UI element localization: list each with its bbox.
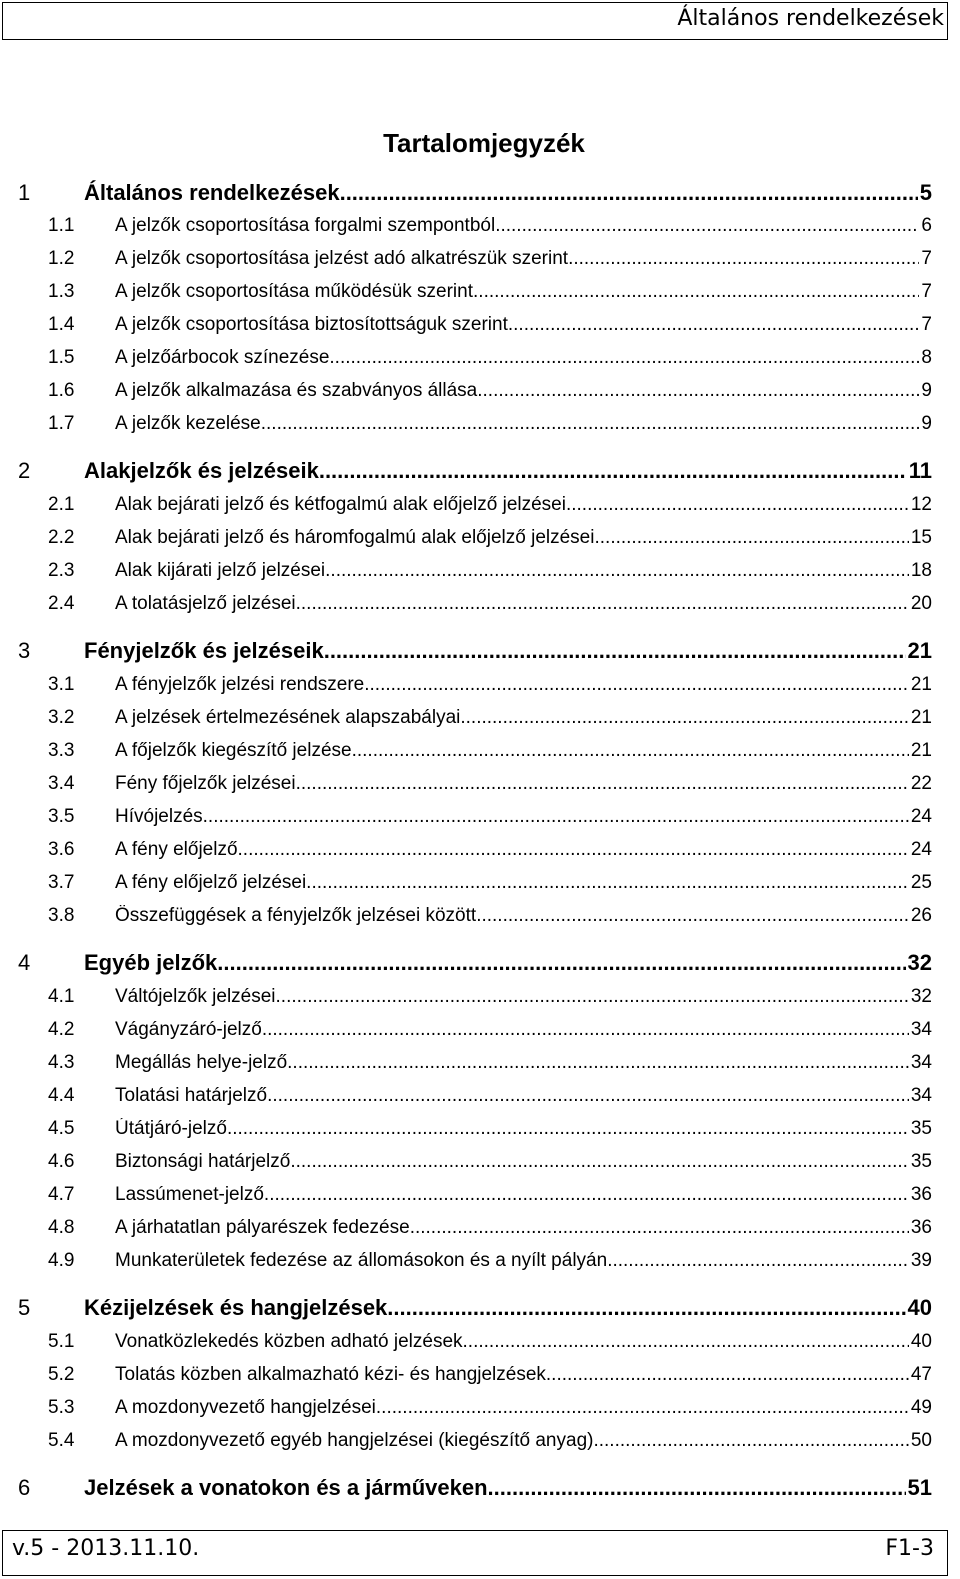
toc-entry-title: Váltójelzők jelzései	[115, 986, 276, 1007]
toc-entry-title: A mozdonyvezető hangjelzései	[115, 1397, 376, 1418]
toc-entry-page: 36	[910, 1217, 932, 1238]
toc-entry-title: Alak bejárati jelző és kétfogalmú alak előjelző jelzései	[115, 494, 566, 515]
toc-dot-leader	[262, 1019, 909, 1041]
toc-entry-number: 2.2	[48, 527, 75, 548]
toc-entry-number: 1.4	[48, 314, 75, 335]
toc-dot-leader	[264, 1184, 909, 1206]
toc-chapter-entry[interactable]	[0, 950, 960, 980]
toc-entry-title: Alak kijárati jelző jelzései	[115, 560, 326, 581]
toc-section-entry[interactable]	[0, 494, 960, 524]
toc-entry-line	[84, 1475, 932, 1501]
toc-dot-leader	[410, 1217, 909, 1239]
toc-entry-line	[115, 347, 932, 369]
toc-entry-title: A tolatásjelző jelzései	[115, 593, 296, 614]
toc-entry-title: Tolatás közben alkalmazható kézi- és hangjelzések	[115, 1364, 546, 1385]
toc-entry-page: 25	[910, 872, 932, 893]
toc-dot-leader	[607, 1250, 909, 1272]
toc-entry-line	[115, 674, 932, 696]
toc-entry-number: 4.4	[48, 1085, 75, 1106]
toc-dot-leader	[203, 806, 909, 828]
toc-entry-number: 4.9	[48, 1250, 75, 1271]
toc-entry-line	[115, 1052, 932, 1074]
toc-section-entry[interactable]	[0, 1118, 960, 1148]
toc-section-entry[interactable]	[0, 674, 960, 704]
toc-entry-line	[115, 1151, 932, 1173]
toc-dot-leader	[287, 1052, 909, 1074]
toc-entry-line	[115, 707, 932, 729]
toc-entry-number: 5.1	[48, 1331, 75, 1352]
toc-dot-leader	[463, 1331, 909, 1353]
toc-entry-page: 21	[910, 674, 932, 695]
toc-section-entry[interactable]	[0, 527, 960, 557]
toc-entry-title: Összefüggések a fényjelzők jelzései között	[115, 905, 477, 926]
toc-section-entry[interactable]	[0, 560, 960, 590]
toc-entry-line	[115, 413, 932, 435]
toc-entry-page: 40	[910, 1331, 932, 1352]
toc-dot-leader	[476, 905, 909, 927]
toc-entry-line	[115, 314, 932, 336]
toc-dot-leader	[340, 180, 918, 206]
toc-dot-leader	[568, 248, 919, 270]
toc-title: Tartalomjegyzék	[383, 128, 585, 158]
toc-entry-title: Biztonsági határjelző	[115, 1151, 291, 1172]
toc-entry-page: 15	[910, 527, 932, 548]
toc-entry-title: A járhatatlan pályarészek fedezése	[115, 1217, 410, 1238]
toc-entry-page: 35	[910, 1151, 932, 1172]
toc-entry-number: 2.1	[48, 494, 75, 515]
toc-entry-page: 34	[910, 1019, 932, 1040]
toc-entry-number: 4.5	[48, 1118, 75, 1139]
toc-entry-number: 3.7	[48, 872, 75, 893]
toc-entry-title: A jelzések értelmezésének alapszabályai	[115, 707, 461, 728]
toc-entry-number: 5.3	[48, 1397, 75, 1418]
toc-section-entry[interactable]	[0, 215, 960, 245]
toc-entry-page: 32	[910, 986, 932, 1007]
toc-section-entry[interactable]	[0, 806, 960, 836]
toc-entry-page: 20	[910, 593, 932, 614]
toc-section-entry[interactable]	[0, 1184, 960, 1214]
toc-entry-line	[115, 1331, 932, 1353]
toc-dot-leader	[376, 1397, 909, 1419]
toc-dot-leader	[329, 347, 919, 369]
toc-entry-number: 3	[18, 638, 31, 663]
toc-entry-line	[115, 1397, 932, 1419]
toc-chapter-entry[interactable]	[0, 1295, 960, 1325]
toc-entry-page: 24	[910, 839, 932, 860]
toc-entry-title: Vonatközlekedés közben adható jelzések	[115, 1331, 463, 1352]
toc-entry-line	[84, 180, 932, 206]
toc-chapter-entry[interactable]	[0, 180, 960, 210]
toc-entry-page: 32	[907, 950, 932, 975]
header-title: Általános rendelkezések	[677, 6, 944, 31]
toc-entry-number: 3.3	[48, 740, 75, 761]
toc-entry-number: 1.1	[48, 215, 75, 236]
toc-entry-page: 5	[919, 180, 932, 205]
toc-section-entry[interactable]	[0, 314, 960, 344]
toc-entry-title: A fényjelzők jelzési rendszere	[115, 674, 365, 695]
toc-entry-line	[115, 1118, 932, 1140]
toc-entry-page: 18	[910, 560, 932, 581]
toc-dot-leader	[508, 314, 920, 336]
toc-section-entry[interactable]	[0, 872, 960, 902]
toc-section-entry[interactable]	[0, 1217, 960, 1247]
toc-dot-leader	[238, 839, 909, 861]
toc-entry-line	[115, 1019, 932, 1041]
toc-section-entry[interactable]	[0, 1397, 960, 1427]
toc-entry-title: A jelzők alkalmazása és szabványos állása	[115, 380, 478, 401]
toc-entry-number: 1.3	[48, 281, 75, 302]
toc-entry-page: 40	[907, 1295, 932, 1320]
toc-entry-line	[84, 638, 932, 664]
toc-entry-number: 1	[18, 180, 31, 205]
toc-entry-number: 6	[18, 1475, 31, 1500]
toc-dot-leader	[319, 458, 907, 484]
toc-entry-title: Megállás helye-jelző	[115, 1052, 288, 1073]
toc-entry-title: Egyéb jelzők	[84, 950, 218, 975]
toc-entry-line	[115, 1430, 932, 1452]
toc-entry-title: A jelzőárbocok színezése	[115, 347, 330, 368]
footer-page-id: F1-3	[885, 1536, 934, 1561]
toc-dot-leader	[267, 1085, 909, 1107]
toc-entry-title: Lassúmenet-jelző	[115, 1184, 264, 1205]
toc-entry-line	[84, 950, 932, 976]
toc-entry-page: 34	[910, 1052, 932, 1073]
toc-dot-leader	[306, 872, 909, 894]
toc-entry-number: 3.5	[48, 806, 75, 827]
toc-dot-leader	[227, 1118, 909, 1140]
toc-section-entry[interactable]	[0, 1085, 960, 1115]
toc-dot-leader	[276, 986, 909, 1008]
toc-entry-page: 6	[921, 215, 932, 236]
toc-entry-line	[84, 1295, 932, 1321]
toc-entry-number: 2.3	[48, 560, 75, 581]
toc-entry-line	[115, 215, 932, 237]
toc-entry-page: 51	[907, 1475, 932, 1500]
toc-chapter-entry[interactable]	[0, 1475, 960, 1505]
toc-entry-title: Fényjelzők és jelzéseik	[84, 638, 324, 663]
toc-entry-page: 49	[910, 1397, 932, 1418]
toc-section-entry[interactable]	[0, 1052, 960, 1082]
toc-dot-leader	[387, 1295, 905, 1321]
toc-entry-title: Fény főjelzők jelzései	[115, 773, 296, 794]
toc-entry-page: 7	[921, 248, 932, 269]
toc-entry-title: A jelzők csoportosítása jelzést adó alkatrészük szerint	[115, 248, 569, 269]
toc-entry-page: 12	[910, 494, 932, 515]
toc-entry-line	[115, 1217, 932, 1239]
toc-entry-title: Jelzések a vonatokon és a járműveken	[84, 1475, 488, 1500]
toc-entry-title: A jelzők csoportosítása működésük szerint	[115, 281, 474, 302]
footer-version: v.5 - 2013.11.10.	[12, 1536, 200, 1561]
toc-entry-page: 11	[908, 458, 932, 483]
toc-entry-title: A fény előjelző jelzései	[115, 872, 307, 893]
toc-entry-title: A jelzők csoportosítása forgalmi szempontból	[115, 215, 496, 236]
toc-section-entry[interactable]	[0, 1364, 960, 1394]
toc-entry-page: 24	[910, 806, 932, 827]
toc-entry-line	[115, 494, 932, 516]
toc-entry-title: Alak bejárati jelző és háromfogalmú alak előjelző jelzései	[115, 527, 595, 548]
toc-entry-number: 3.8	[48, 905, 75, 926]
toc-entry-number: 4.3	[48, 1052, 75, 1073]
toc-entry-title: Tolatási határjelző	[115, 1085, 268, 1106]
toc-dot-leader	[488, 1475, 906, 1501]
toc-entry-title: Hívójelzés	[115, 806, 203, 827]
toc-entry-page: 21	[910, 707, 932, 728]
toc-dot-leader	[325, 560, 909, 582]
toc-entry-line	[115, 986, 932, 1008]
toc-section-entry[interactable]	[0, 740, 960, 770]
toc-dot-leader	[473, 281, 919, 303]
toc-entry-page: 9	[921, 413, 932, 434]
toc-entry-line	[115, 872, 932, 894]
toc-entry-line	[115, 905, 932, 927]
toc-entry-line	[115, 1364, 932, 1386]
toc-entry-number: 4.8	[48, 1217, 75, 1238]
toc-section-entry[interactable]	[0, 248, 960, 278]
toc-entry-line	[115, 248, 932, 270]
toc-entry-number: 1.7	[48, 413, 75, 434]
toc-entry-number: 5.2	[48, 1364, 75, 1385]
toc-entry-number: 3.2	[48, 707, 75, 728]
toc-dot-leader	[477, 380, 919, 402]
toc-section-entry[interactable]	[0, 839, 960, 869]
toc-entry-line	[115, 593, 932, 615]
toc-entry-line	[115, 281, 932, 303]
toc-entry-page: 7	[921, 314, 932, 335]
toc-entry-page: 50	[910, 1430, 932, 1451]
toc-entry-title: A fény előjelző	[115, 839, 238, 860]
toc-section-entry[interactable]	[0, 707, 960, 737]
toc-entry-line	[115, 806, 932, 828]
toc-dot-leader	[296, 593, 909, 615]
toc-entry-line	[115, 380, 932, 402]
toc-entry-line	[115, 1184, 932, 1206]
toc-section-entry[interactable]	[0, 1019, 960, 1049]
toc-section-entry[interactable]	[0, 413, 960, 443]
toc-entry-title: Általános rendelkezések	[84, 180, 340, 205]
toc-entry-page: 34	[910, 1085, 932, 1106]
toc-entry-line	[115, 740, 932, 762]
toc-entry-page: 7	[921, 281, 932, 302]
toc-section-entry[interactable]	[0, 380, 960, 410]
toc-entry-number: 1.6	[48, 380, 75, 401]
toc-entry-title: Kézijelzések és hangjelzések	[84, 1295, 388, 1320]
toc-entry-title: A jelzők kezelése	[115, 413, 261, 434]
toc-entry-page: 8	[921, 347, 932, 368]
toc-dot-leader	[290, 1151, 909, 1173]
toc-entry-number: 5.4	[48, 1430, 75, 1451]
toc-chapter-entry[interactable]	[0, 458, 960, 488]
toc-section-entry[interactable]	[0, 1331, 960, 1361]
toc-entry-number: 4.1	[48, 986, 75, 1007]
toc-section-entry[interactable]	[0, 773, 960, 803]
toc-entry-line	[84, 458, 932, 484]
toc-section-entry[interactable]	[0, 905, 960, 935]
toc-dot-leader	[566, 494, 909, 516]
toc-entry-page: 36	[910, 1184, 932, 1205]
toc-dot-leader	[217, 950, 905, 976]
toc-entry-page: 47	[910, 1364, 932, 1385]
toc-entry-line	[115, 1250, 932, 1272]
toc-entry-number: 4	[18, 950, 31, 975]
toc-entry-page: 9	[921, 380, 932, 401]
toc-entry-number: 2.4	[48, 593, 75, 614]
toc-dot-leader	[324, 638, 906, 664]
toc-dot-leader	[495, 215, 919, 237]
toc-entry-title: A főjelzők kiegészítő jelzése	[115, 740, 352, 761]
toc-dot-leader	[460, 707, 909, 729]
toc-entry-number: 1.2	[48, 248, 75, 269]
toc-entry-number: 3.6	[48, 839, 75, 860]
toc-entry-number: 3.1	[48, 674, 75, 695]
toc-entry-title: Útátjáró-jelző	[115, 1118, 227, 1139]
toc-entry-title: A jelzők csoportosítása biztosítottságuk szerint	[115, 314, 508, 335]
toc-dot-leader	[352, 740, 909, 762]
toc-section-entry[interactable]	[0, 593, 960, 623]
toc-entry-page: 21	[910, 740, 932, 761]
toc-entry-title: Alakjelzők és jelzéseik	[84, 458, 319, 483]
toc-dot-leader	[546, 1364, 909, 1386]
toc-entry-page: 39	[910, 1250, 932, 1271]
toc-entry-line	[115, 560, 932, 582]
toc-entry-number: 2	[18, 458, 31, 483]
toc-entry-title: A mozdonyvezető egyéb hangjelzései (kiegészítő anyag)	[115, 1430, 594, 1451]
toc-section-entry[interactable]	[0, 347, 960, 377]
toc-entry-line	[115, 1085, 932, 1107]
toc-section-entry[interactable]	[0, 1430, 960, 1460]
toc-entry-title: Vágányzáró-jelző	[115, 1019, 262, 1040]
toc-dot-leader	[594, 527, 908, 549]
toc-dot-leader	[296, 773, 909, 795]
toc-dot-leader	[593, 1430, 908, 1452]
toc-section-entry[interactable]	[0, 281, 960, 311]
toc-entry-number: 4.7	[48, 1184, 75, 1205]
toc-section-entry[interactable]	[0, 986, 960, 1016]
toc-entry-page: 21	[907, 638, 932, 663]
toc-chapter-entry[interactable]	[0, 638, 960, 668]
toc-section-entry[interactable]	[0, 1250, 960, 1280]
toc-entry-line	[115, 773, 932, 795]
toc-entry-number: 1.5	[48, 347, 75, 368]
toc-entry-line	[115, 527, 932, 549]
toc-entry-number: 3.4	[48, 773, 75, 794]
toc-entry-page: 22	[910, 773, 932, 794]
toc-entry-page: 26	[910, 905, 932, 926]
toc-section-entry[interactable]	[0, 1151, 960, 1181]
toc-entry-number: 4.2	[48, 1019, 75, 1040]
toc-dot-leader	[364, 674, 909, 696]
toc-entry-title: Munkaterületek fedezése az állomásokon és a nyílt pályán	[115, 1250, 608, 1271]
toc-entry-number: 4.6	[48, 1151, 75, 1172]
toc-entry-line	[115, 839, 932, 861]
toc-entry-page: 35	[910, 1118, 932, 1139]
toc-entry-number: 5	[18, 1295, 31, 1320]
toc-dot-leader	[261, 413, 920, 435]
